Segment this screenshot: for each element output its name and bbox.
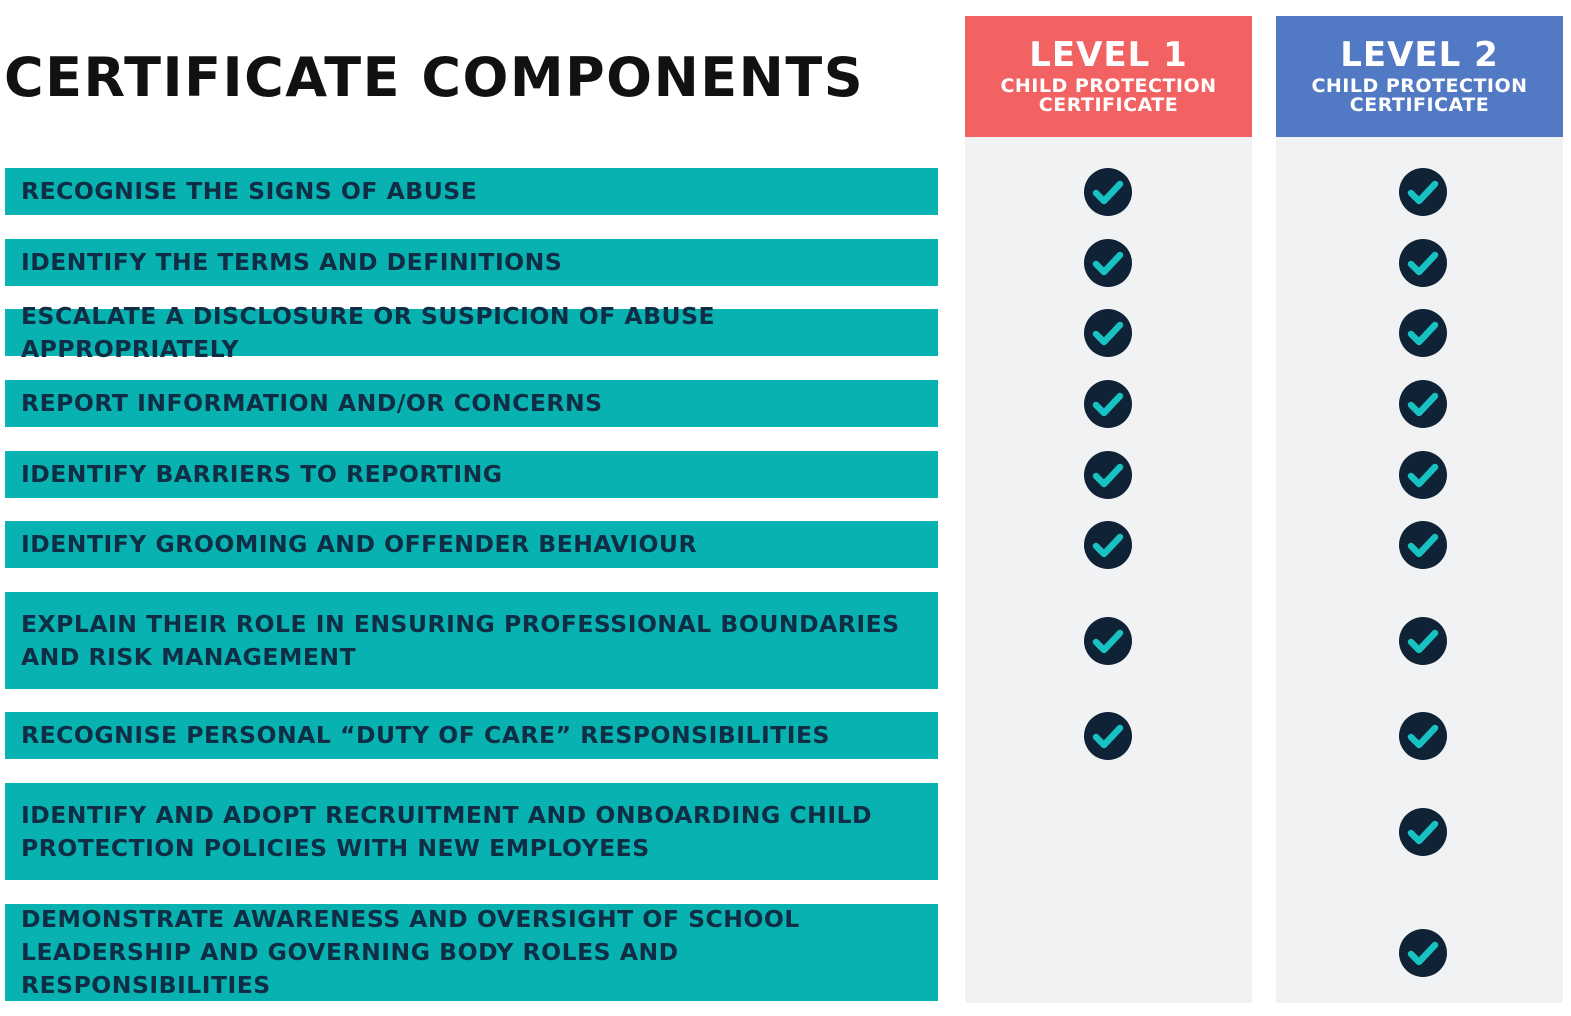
level-2-check-icon bbox=[1399, 168, 1447, 216]
level-2-check-icon bbox=[1399, 521, 1447, 569]
level-2-header bbox=[1276, 16, 1563, 137]
component-row bbox=[5, 239, 938, 286]
component-row bbox=[5, 521, 938, 568]
component-row bbox=[5, 451, 938, 498]
level-1-subtitle: CHILD PROTECTION CERTIFICATE bbox=[1000, 75, 1217, 116]
level-1-header bbox=[965, 16, 1252, 137]
component-label: IDENTIFY BARRIERS TO REPORTING bbox=[21, 460, 503, 488]
component-label: EXPLAIN THEIR ROLE IN ENSURING PROFESSIONAL BOUNDARIES AND RISK MANAGEMENT bbox=[21, 609, 900, 671]
level-1-check-icon bbox=[1084, 521, 1132, 569]
level-2-check-icon bbox=[1399, 617, 1447, 665]
level-2-check-icon bbox=[1399, 808, 1447, 856]
level-2-check-icon bbox=[1399, 309, 1447, 357]
level-2-check-icon bbox=[1399, 712, 1447, 760]
component-label: ESCALATE A DISCLOSURE OR SUSPICION OF ABUSE APPROPRIATELY bbox=[21, 301, 716, 363]
level-2-subtitle: CHILD PROTECTION CERTIFICATE bbox=[1311, 75, 1528, 116]
level-2-check-icon bbox=[1399, 380, 1447, 428]
level-2-check-icon bbox=[1399, 239, 1447, 287]
level-2-title: LEVEL 2 bbox=[1340, 35, 1499, 75]
component-row bbox=[5, 712, 938, 759]
level-1-check-icon bbox=[1084, 309, 1132, 357]
component-label: DEMONSTRATE AWARENESS AND OVERSIGHT OF SCHOOL LEADERSHIP AND GOVERNING BODY ROLES AND RESPONSIBILITIES bbox=[21, 905, 800, 999]
component-label: IDENTIFY THE TERMS AND DEFINITIONS bbox=[21, 248, 563, 276]
level-1-check-icon bbox=[1084, 451, 1132, 499]
component-row bbox=[5, 904, 938, 1001]
level-1-check-icon bbox=[1084, 168, 1132, 216]
component-label: RECOGNISE PERSONAL “DUTY OF CARE” RESPONSIBILITIES bbox=[21, 721, 830, 749]
level-2-check-icon bbox=[1399, 929, 1447, 977]
level-1-check-icon bbox=[1084, 380, 1132, 428]
level-1-check-icon bbox=[1084, 712, 1132, 760]
level-1-title: LEVEL 1 bbox=[1029, 35, 1188, 75]
component-label: REPORT INFORMATION AND/OR CONCERNS bbox=[21, 389, 603, 417]
component-row bbox=[5, 168, 938, 215]
level-1-check-icon bbox=[1084, 239, 1132, 287]
component-row bbox=[5, 592, 938, 689]
component-row bbox=[5, 783, 938, 880]
component-label: RECOGNISE THE SIGNS OF ABUSE bbox=[21, 177, 478, 205]
component-row bbox=[5, 380, 938, 427]
level-1-check-icon bbox=[1084, 617, 1132, 665]
page-title: CERTIFICATE COMPONENTS bbox=[4, 46, 865, 109]
component-label: IDENTIFY GROOMING AND OFFENDER BEHAVIOUR bbox=[21, 530, 698, 558]
component-label: IDENTIFY AND ADOPT RECRUITMENT AND ONBOARDING CHILD PROTECTION POLICIES WITH NEW EMPLOYEES bbox=[21, 800, 873, 862]
component-row bbox=[5, 301, 938, 363]
level-2-check-icon bbox=[1399, 451, 1447, 499]
